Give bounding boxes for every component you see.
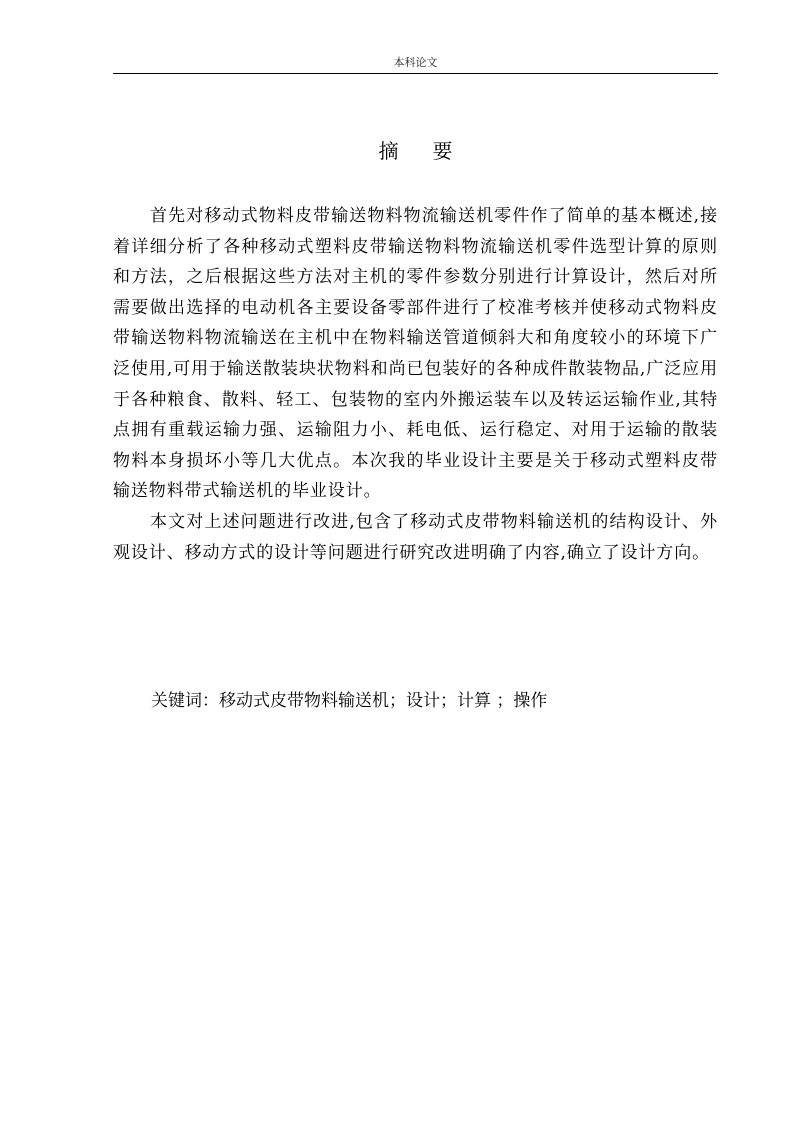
header-rule <box>113 73 718 74</box>
abstract-paragraph-1: 首先对移动式物料皮带输送物料物流输送机零件作了简单的基本概述,接着详细分析了各种移动式塑料皮带输送物料物流输送机零件选型计算的原则和方法，之后根据这些方法对主机的零件参数分别进行计算设计，然后对所需要做出选择的电动机各主要设备零部件进行了校准考核并使移动式物料皮带输送物料物流输送在主机中在物料输送管道倾斜大和角度较小的环境下广泛使用,可用于输送散装块状物料和尚已包装好的各种成件散装物品,广泛应用于各种粮食、散料、轻工、包装物的室内外搬运装车以及转运运输作业,其特点拥有重载运输力强、运输阻力小、耗电低、运行稳定、对用于运输的散装物料本身损坏小等几大优点。本次我的毕业设计主要是关于移动式塑料皮带输送物料带式输送机的毕业设计。 <box>113 206 718 502</box>
abstract-body <box>113 201 718 568</box>
abstract-title: 摘要 <box>378 139 487 163</box>
abstract-paragraph-2: 本文对上述问题进行改进,包含了移动式皮带物料输送机的结构设计、外观设计、移动方式的设计等问题进行研究改进明确了内容,确立了设计方向。 <box>113 511 718 563</box>
keywords-line: 关键词：移动式皮带物料输送机；设计；计算 ；操作 <box>151 691 548 711</box>
running-header: 本科论文 <box>393 56 438 69</box>
